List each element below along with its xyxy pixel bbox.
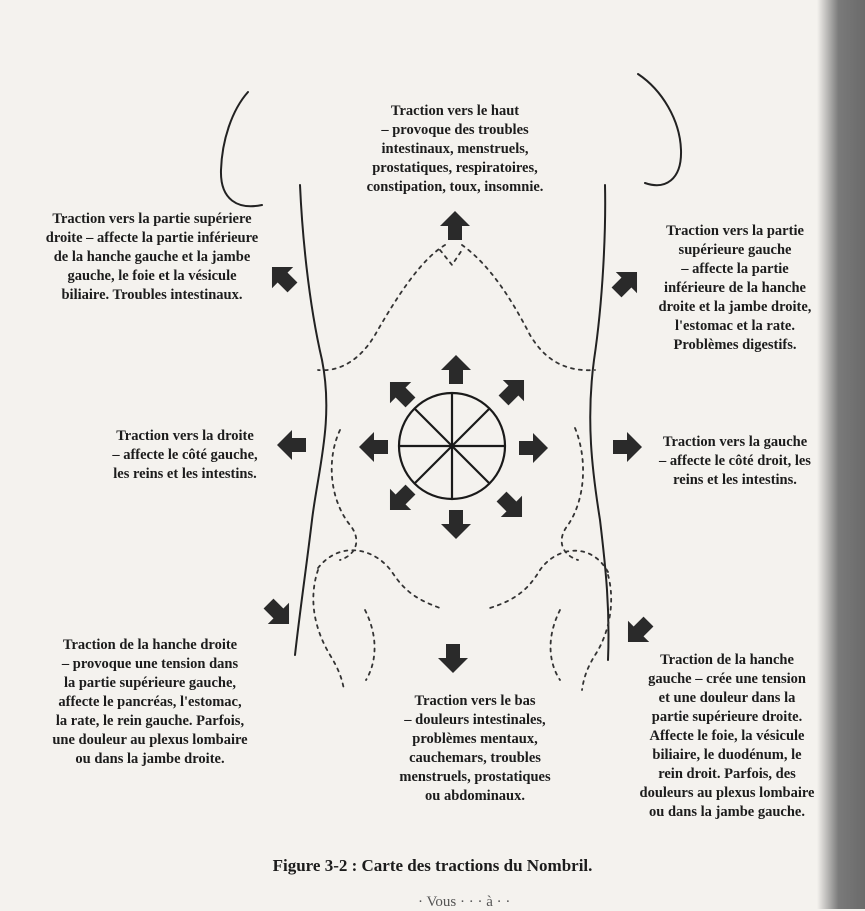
cropped-body-text: · Vous · · · à · · <box>418 894 511 910</box>
label-line: la rate, le rein gauche. Parfois, <box>55 713 245 729</box>
label-traction-upper-left <box>640 222 830 355</box>
figure-caption: Figure 3-2 : Carte des tractions du Nombril. <box>272 856 593 875</box>
label-line: prostatiques, respiratoires, <box>372 160 538 176</box>
label-line: et une douleur dans la <box>658 690 796 706</box>
label-line: biliaire. Troubles intestinaux. <box>61 287 243 303</box>
pointer-arrow-right-hip <box>258 593 300 635</box>
label-line: rein droit. Parfois, des <box>658 766 796 782</box>
label-line: biliaire, le duodénum, le <box>652 747 802 763</box>
label-line: Traction vers le haut <box>390 103 520 119</box>
inguinal-right <box>551 610 560 680</box>
rib-cage-left <box>318 245 445 370</box>
label-line: Problèmes digestifs. <box>673 337 797 353</box>
pointer-arrow-left-pull <box>613 432 642 462</box>
label-line: menstruels, prostatiques <box>399 769 551 785</box>
wheel-arrow-left <box>359 432 388 462</box>
label-line: Traction vers le bas <box>414 693 536 709</box>
label-line: droite et la jambe droite, <box>658 299 812 315</box>
pelvis-right <box>490 551 608 608</box>
label-line: reins et les intestins. <box>673 472 797 488</box>
label-line: constipation, toux, insomnie. <box>366 179 544 195</box>
label-line: ou abdominaux. <box>425 788 525 804</box>
label-line: – affecte le côté droit, les <box>659 453 811 469</box>
label-line: droite – affecte la partie inférieure <box>45 230 259 246</box>
label-traction-right-hip <box>10 636 290 769</box>
torso-left-contour <box>221 92 262 206</box>
label-traction-down <box>360 692 590 806</box>
label-line: – affecte le côté gauche, <box>112 447 258 463</box>
label-line: une douleur au plexus lombaire <box>52 732 248 748</box>
label-line: inférieure de la hanche <box>664 280 806 296</box>
label-line: Affecte le foie, la vésicule <box>649 728 805 744</box>
label-line: – provoque une tension dans <box>61 656 239 672</box>
pointer-arrow-left-hip <box>617 611 659 653</box>
label-line: affecte le pancréas, l'estomac, <box>58 694 242 710</box>
pointer-arrow-top <box>440 211 470 240</box>
label-line: cauchemars, troubles <box>409 750 541 766</box>
wheel-arrow-right <box>519 433 548 463</box>
waist-right-curve <box>562 428 583 560</box>
label-line: Traction de la hanche <box>660 652 794 668</box>
torso-right-contour <box>638 74 681 185</box>
label-line: gauche, le foie et la vésicule <box>67 268 237 284</box>
label-traction-upper-right <box>2 210 302 305</box>
sternum-notch <box>440 250 462 265</box>
label-line: partie supérieure droite. <box>651 709 803 725</box>
label-line: les reins et les intestins. <box>113 466 257 482</box>
inguinal-left <box>365 610 375 680</box>
label-line: l'estomac et la rate. <box>675 318 795 334</box>
label-traction-left <box>640 433 830 490</box>
waist-left-curve <box>332 430 357 560</box>
label-line: problèmes mentaux, <box>412 731 538 747</box>
label-line: – provoque des troubles <box>381 122 529 138</box>
label-traction-left-hip <box>612 651 842 822</box>
label-line: ou dans la jambe droite. <box>75 751 225 767</box>
hip-left <box>313 570 344 690</box>
label-line: de la hanche gauche et la jambe <box>53 249 251 265</box>
label-traction-right <box>60 427 310 484</box>
wheel-arrow-down <box>441 510 471 539</box>
label-line: la partie supérieure gauche, <box>63 675 237 691</box>
rib-cage-right <box>462 245 595 370</box>
label-traction-up <box>320 102 590 197</box>
navel-wheel <box>399 393 505 499</box>
label-line: intestinaux, menstruels, <box>381 141 529 157</box>
torso-right-side <box>590 185 608 660</box>
label-line: Traction vers la partie supériere <box>52 211 252 227</box>
label-line: Traction vers la gauche <box>662 434 808 450</box>
wheel-arrow-up-right <box>493 369 535 411</box>
label-line: gauche – crée une tension <box>648 671 806 687</box>
label-line: ou dans la jambe gauche. <box>649 804 805 820</box>
pelvis-left <box>318 550 440 608</box>
pointer-arrow-bottom <box>438 644 468 673</box>
label-line: Traction vers la droite <box>116 428 254 444</box>
label-line: douleurs au plexus lombaire <box>639 785 815 801</box>
label-line: – affecte la partie <box>681 261 789 277</box>
wheel-arrow-down-right <box>491 486 533 528</box>
label-line: Traction de la hanche droite <box>62 637 238 653</box>
page-binding-shadow <box>817 0 865 909</box>
label-line: supérieure gauche <box>678 242 792 258</box>
wheel-arrow-up <box>441 355 471 384</box>
arrows <box>258 211 659 673</box>
label-line: – douleurs intestinales, <box>404 712 546 728</box>
label-line: Traction vers la partie <box>666 223 804 239</box>
